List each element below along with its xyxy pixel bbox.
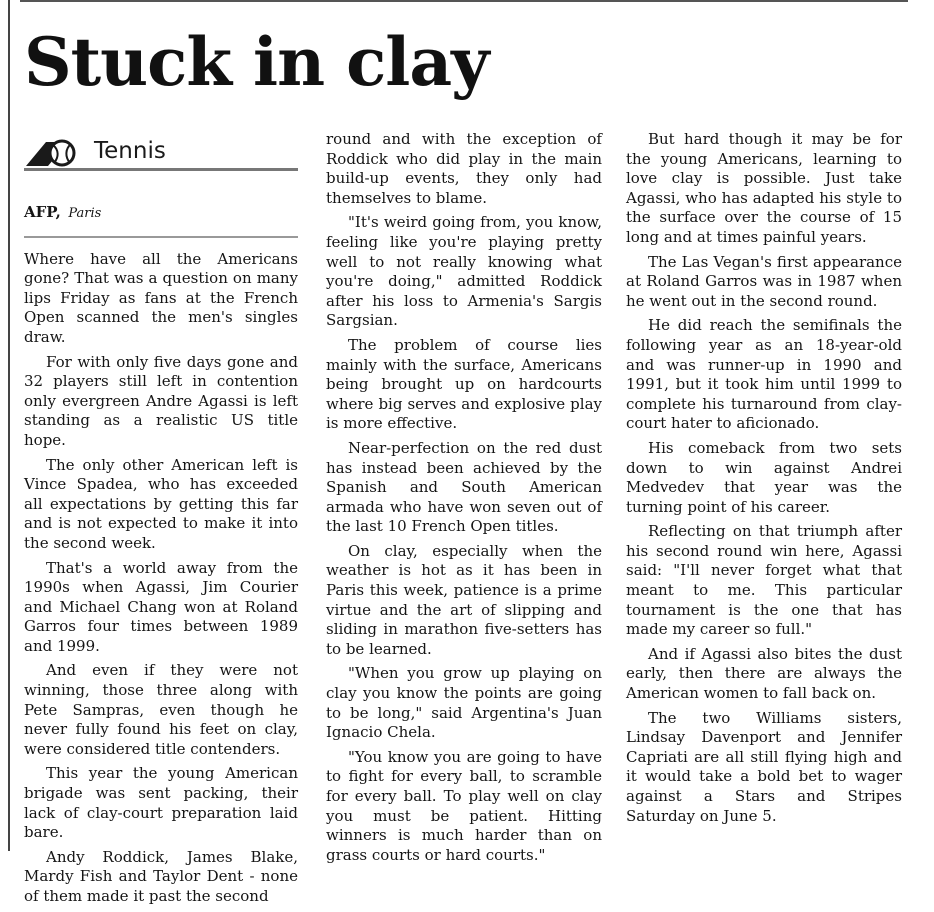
paragraph: And even if they were not winning, those three along with Pete Sampras, even though he never fully found his feet on clay, were considered title contenders. — [24, 661, 298, 758]
paragraph: That's a world away from the 1990s when Agassi, Jim Courier and Michael Chang won at Roland Garros four times between 1989 and 1999. — [24, 558, 298, 655]
paragraph: But hard though it may be for the young Americans, learning to love clay is possible. Just take Agassi, who has adapted his style to the surface over the course of 15 long and at times painful years. — [626, 130, 902, 246]
paragraph: The Las Vegan's first appearance at Roland Garros was in 1987 when he went out in the second round. — [626, 252, 902, 310]
section-label: Tennis — [94, 138, 166, 164]
paragraph: "When you grow up playing on clay you know the points are going to be long," said Argentina's Juan Ignacio Chela. — [326, 664, 602, 742]
byline-agency: AFP, — [24, 203, 61, 221]
byline — [24, 203, 298, 238]
tennis-ball-icon — [24, 134, 90, 168]
article-column-2 — [326, 130, 602, 870]
left-column-rule — [8, 0, 10, 851]
article-column-1 — [24, 134, 298, 912]
paragraph: round and with the exception of Roddick who did play in the main build-up events, they only had themselves to blame. — [326, 130, 602, 207]
paragraph: His comeback from two sets down to win against Andrei Medvedev that year was the turning point of his career. — [626, 438, 902, 516]
paragraph: For with only five days gone and 32 players still left in contention only evergreen Andre Agassi is left standing as a realistic US title hope. — [24, 352, 298, 449]
paragraph: This year the young American brigade was sent packing, their lack of clay-court preparation laid bare. — [24, 764, 298, 842]
section-header — [24, 134, 298, 171]
paragraph: Reflecting on that triumph after his second round win here, Agassi said: "I'll never forget what that meant to me. This particular tournament is the one that has made my career so full." — [626, 522, 902, 639]
paragraph: He did reach the semifinals the following year as an 18-year-old and was runner-up in 1990 and 1991, but it took him until 1999 to complete his turnaround from clay-court hater to aficionado. — [626, 316, 902, 433]
paragraph: Near-perfection on the red dust has instead been achieved by the Spanish and South American armada who have won seven out of the last 10 French Open titles. — [326, 438, 602, 536]
byline-city: Paris — [68, 206, 102, 221]
top-rule — [20, 0, 908, 2]
paragraph: Where have all the Americans gone? That was a question on many lips Friday as fans at the French Open scanned the men's singles draw. — [24, 249, 298, 346]
paragraph: "You know you are going to have to fight for every ball, to scramble for every ball. To play well on clay you must be patient. Hitting winners is much harder than on grass courts or hard courts." — [326, 747, 602, 864]
article-column-3 — [626, 130, 902, 831]
paragraph: The two Williams sisters, Lindsay Davenport and Jennifer Capriati are all still flying high and it would take a bold bet to wager against a Stars and Stripes Saturday on June 5. — [626, 708, 902, 825]
paragraph: And if Agassi also bites the dust early, then there are always the American women to fall back on. — [626, 644, 902, 703]
paragraph: On clay, especially when the weather is hot as it has been in Paris this week, patience is a prime virtue and the art of slipping and sliding in marathon five-setters has to be learned. — [326, 541, 602, 658]
paragraph: The problem of course lies mainly with the surface, Americans being brought up on hardcourts where big serves and explosive play is more effective. — [326, 335, 602, 433]
paragraph: The only other American left is Vince Spadea, who has exceeded all expectations by getting this far and is not expected to make it into the second week. — [24, 455, 298, 552]
headline: Stuck in clay — [24, 23, 489, 101]
paragraph: Andy Roddick, James Blake, Mardy Fish and Taylor Dent - none of them made it past the second — [24, 847, 298, 905]
paragraph: "It's weird going from, you know, feeling like you're playing pretty well to not really knowing what you're doing," admitted Roddick after his loss to Armenia's Sargis Sargsian. — [326, 213, 602, 330]
